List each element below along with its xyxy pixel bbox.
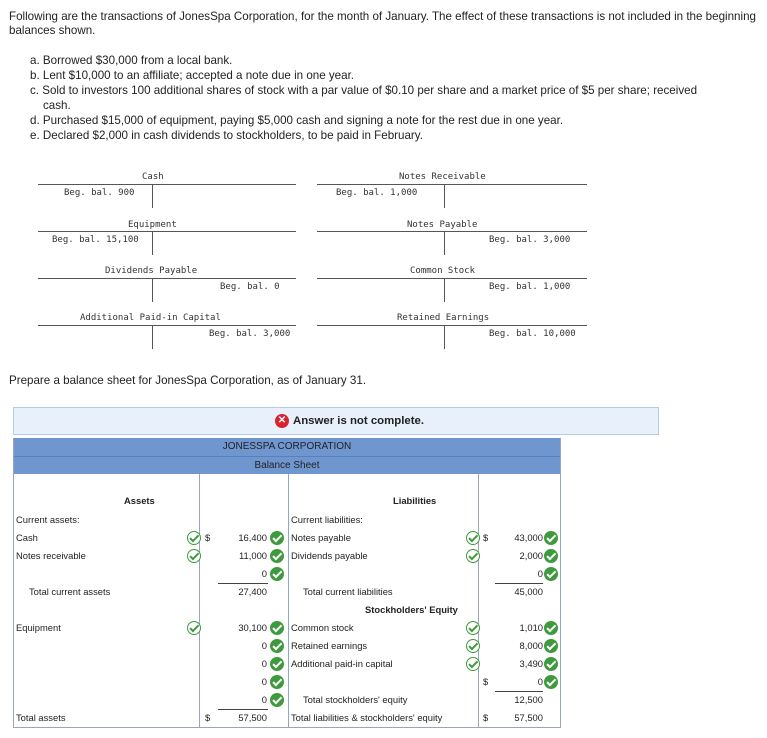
- statement-title: Balance Sheet: [13, 456, 561, 474]
- total-current-liabilities-value: 45,000: [514, 586, 543, 597]
- asset-equipment-value[interactable]: 30,100: [238, 622, 267, 633]
- equity-retained-earnings-value[interactable]: 8,000: [519, 640, 543, 651]
- check-icon: [270, 693, 284, 707]
- t-account-balance: Beg. bal. 1,000: [336, 188, 418, 198]
- equity-header: Stockholders' Equity: [365, 604, 458, 615]
- question-prompt: Prepare a balance sheet for JonesSpa Corporation, as of January 31.: [9, 374, 367, 387]
- asset-equipment-label[interactable]: Equipment: [16, 622, 61, 633]
- current-liabilities-label: Current liabilities:: [291, 514, 363, 525]
- asset-extra-value[interactable]: 0: [261, 640, 267, 651]
- t-account-balance: Beg. bal. 900: [64, 188, 135, 198]
- check-icon: [544, 567, 558, 581]
- x-circle-icon: ✕: [275, 414, 289, 428]
- liability-blank-value[interactable]: 0: [537, 568, 543, 579]
- liability-notes-payable-value[interactable]: 43,000: [514, 532, 543, 543]
- answer-status-text: Answer is not complete.: [293, 415, 425, 427]
- t-account-title: Dividends Payable: [105, 266, 198, 276]
- current-assets-label: Current assets:: [16, 514, 80, 525]
- check-icon: [544, 531, 558, 545]
- check-icon: [187, 531, 201, 545]
- asset-extra-value[interactable]: 0: [261, 694, 267, 705]
- t-account-title: Notes Receivable: [399, 172, 486, 182]
- liabilities-header: Liabilities: [393, 495, 437, 506]
- check-icon: [466, 657, 480, 671]
- asset-cash-label[interactable]: Cash: [16, 532, 38, 543]
- check-icon: [466, 639, 480, 653]
- dollar-sign: $: [483, 676, 489, 687]
- t-account-balance: Beg. bal. 10,000: [489, 329, 576, 339]
- check-icon: [544, 639, 558, 653]
- liability-dividends-payable-value[interactable]: 2,000: [519, 550, 543, 561]
- asset-extra-value[interactable]: 0: [261, 658, 267, 669]
- dollar-sign: $: [205, 712, 211, 723]
- transaction-d: d. Purchased $15,000 of equipment, paying $5,000 cash and signing a note for the rest due in one year.: [30, 114, 564, 127]
- balance-sheet: [13, 438, 561, 728]
- check-icon: [544, 621, 558, 635]
- check-icon: [270, 567, 284, 581]
- liability-notes-payable-label[interactable]: Notes payable: [291, 532, 351, 543]
- t-account-title: Cash: [142, 172, 164, 182]
- asset-notes-receivable-value[interactable]: 11,000: [239, 550, 267, 561]
- total-assets-label: Total assets: [16, 712, 66, 723]
- transaction-c: c. Sold to investors 100 additional shares of stock with a par value of $0.10 per share and a market price of $5 per share; received: [30, 84, 698, 97]
- total-assets-value: 57,500: [238, 712, 267, 723]
- answer-status-banner: [13, 407, 659, 435]
- t-account-title: Common Stock: [410, 266, 476, 276]
- t-account-title: Retained Earnings: [397, 313, 490, 323]
- check-icon: [270, 639, 284, 653]
- check-icon: [270, 621, 284, 635]
- asset-extra-value[interactable]: 0: [261, 676, 267, 687]
- check-icon: [187, 621, 201, 635]
- check-icon: [544, 675, 558, 689]
- dollar-sign: $: [483, 532, 489, 543]
- equity-apic-value[interactable]: 3,490: [519, 658, 543, 669]
- total-current-assets-label: Total current assets: [29, 586, 111, 597]
- transaction-a: a. Borrowed $30,000 from a local bank.: [30, 54, 233, 67]
- transaction-list: [30, 54, 760, 144]
- equity-blank-value[interactable]: 0: [537, 676, 543, 687]
- transaction-c-continued: cash.: [43, 99, 71, 112]
- t-account-title: Equipment: [128, 220, 177, 230]
- dollar-sign: $: [205, 532, 211, 543]
- asset-cash-value[interactable]: 16,400: [238, 532, 267, 543]
- problem-intro: Following are the transactions of JonesSpa Corporation, for the month of January. The effect of these transactions is not included in the beginning balances shown.: [9, 10, 756, 37]
- liability-dividends-payable-label[interactable]: Dividends payable: [291, 550, 368, 561]
- check-icon: [544, 549, 558, 563]
- check-icon: [466, 621, 480, 635]
- t-account-title: Notes Payable: [407, 220, 478, 230]
- total-equity-label: Total stockholders' equity: [303, 694, 408, 705]
- t-account-balance: Beg. bal. 3,000: [489, 235, 571, 245]
- total-current-liabilities-label: Total current liabilities: [303, 586, 393, 597]
- transaction-e: e. Declared $2,000 in cash dividends to stockholders, to be paid in February.: [30, 129, 423, 142]
- t-account-title: Additional Paid-in Capital: [80, 313, 221, 323]
- assets-header: Assets: [124, 495, 155, 506]
- check-icon: [187, 549, 201, 563]
- t-account-balance: Beg. bal. 1,000: [489, 282, 571, 292]
- asset-blank-value[interactable]: 0: [261, 568, 267, 579]
- check-icon: [466, 549, 480, 563]
- equity-retained-earnings-label[interactable]: Retained earnings: [291, 640, 368, 651]
- equity-apic-label[interactable]: Additional paid-in capital: [291, 658, 393, 669]
- equity-common-stock-label[interactable]: Common stock: [291, 622, 354, 633]
- dollar-sign: $: [483, 712, 489, 723]
- total-liabilities-equity-value: 57,500: [514, 712, 543, 723]
- check-icon: [270, 549, 284, 563]
- transaction-b: b. Lent $10,000 to an affiliate; accepted a note due in one year.: [30, 69, 355, 82]
- check-icon: [270, 657, 284, 671]
- total-equity-value: 12,500: [514, 694, 543, 705]
- total-liabilities-equity-label: Total liabilities & stockholders' equity: [291, 712, 443, 723]
- t-account-balance: Beg. bal. 15,100: [52, 235, 139, 245]
- t-account-balance: Beg. bal. 3,000: [209, 329, 291, 339]
- total-current-assets-value: 27,400: [238, 586, 267, 597]
- check-icon: [544, 657, 558, 671]
- t-account-balance: Beg. bal. 0: [220, 282, 280, 292]
- check-icon: [466, 531, 480, 545]
- check-icon: [270, 531, 284, 545]
- company-name: JONESSPA CORPORATION: [13, 438, 561, 456]
- equity-common-stock-value[interactable]: 1,010: [519, 622, 543, 633]
- check-icon: [270, 675, 284, 689]
- asset-notes-receivable-label[interactable]: Notes receivable: [16, 550, 86, 561]
